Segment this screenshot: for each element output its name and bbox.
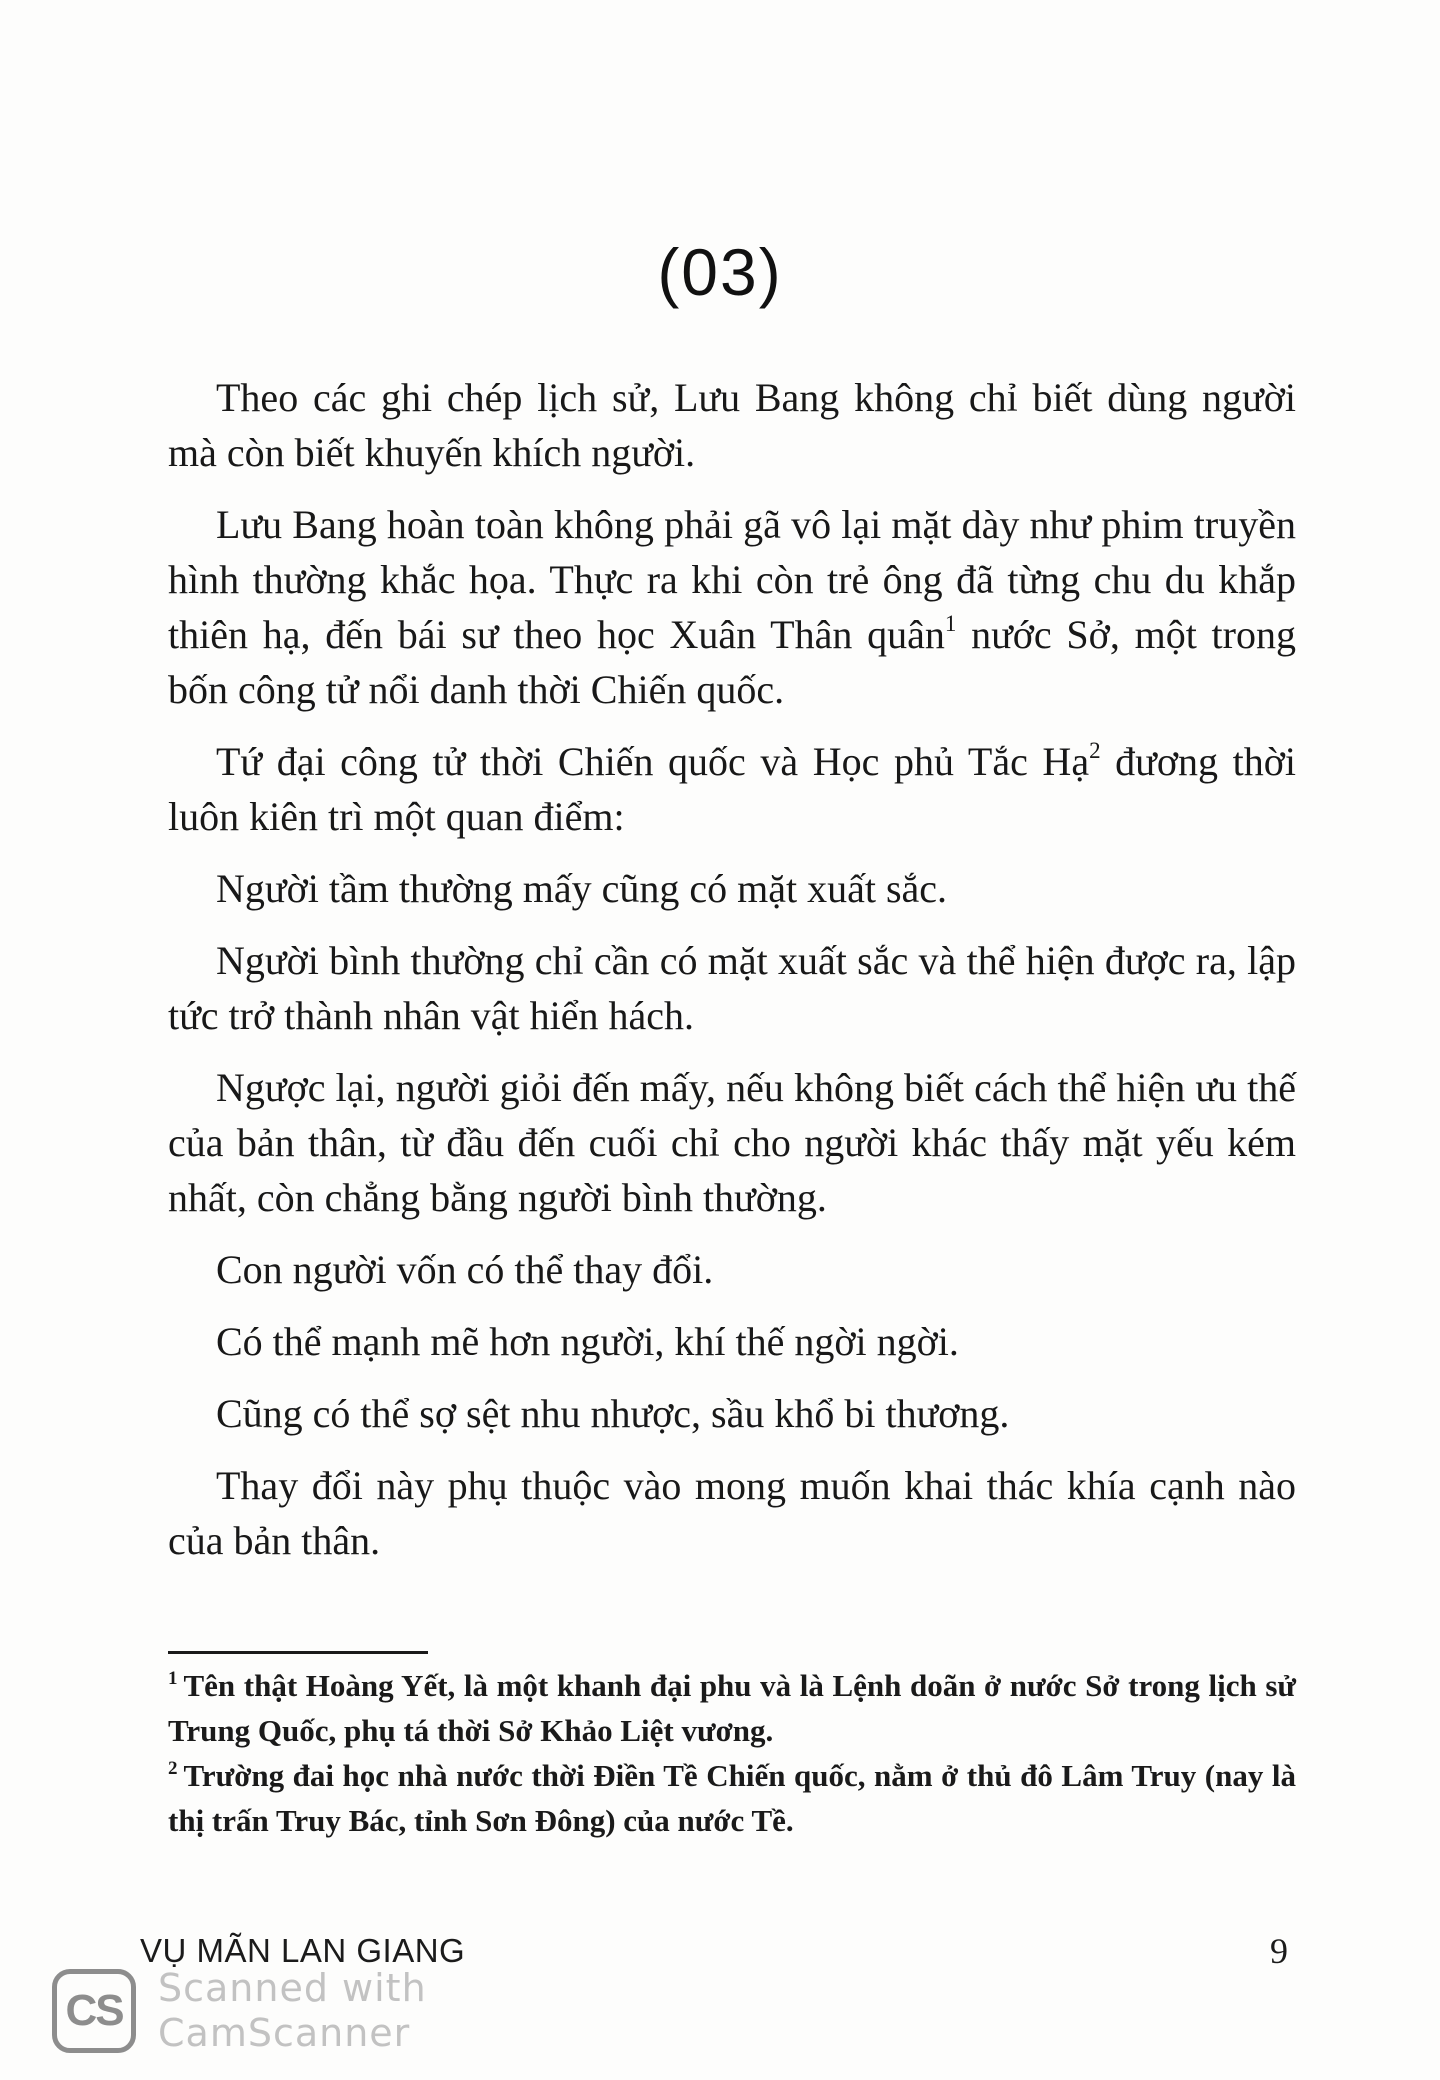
watermark-line-1: Scanned with (158, 1966, 427, 2010)
footnote (168, 1753, 1296, 1843)
paragraph (168, 1386, 1296, 1441)
paragraph (168, 1060, 1296, 1225)
paragraph-text-continued: nước Sở, một trong bốn công tử nổi danh thời Chiến quốc. (168, 612, 1296, 712)
paragraph-text: Cũng có thể sợ sệt nhu nhược, sầu khổ bi thương. (216, 1391, 1010, 1436)
paragraph-text: Có thể mạnh mẽ hơn người, khí thế ngời ngời. (216, 1319, 959, 1364)
paragraph-text: Ngược lại, người giỏi đến mấy, nếu không biết cách thể hiện ưu thế của bản thân, từ đầu đến cuối chỉ cho người khác thấy mặt yếu kém nhất, còn chẳng bằng người bình thường. (168, 1065, 1296, 1220)
paragraph (168, 861, 1296, 916)
paragraph-text: Thay đổi này phụ thuộc vào mong muốn khai thác khía cạnh nào của bản thân. (168, 1463, 1296, 1563)
paragraph (168, 1242, 1296, 1297)
body-text (168, 370, 1296, 1585)
footnote (168, 1663, 1296, 1753)
chapter-title: (03) (657, 235, 783, 309)
paragraph-text: Tứ đại công tử thời Chiến quốc và Học phủ Tắc Hạ (216, 739, 1090, 784)
page-number: 9 (1270, 1931, 1288, 1971)
watermark-line-2: CamScanner (158, 2011, 411, 2055)
paragraph (168, 933, 1296, 1043)
footnote-divider (168, 1651, 428, 1654)
footnotes (168, 1663, 1296, 1843)
footnote-marker: 2 (168, 1758, 178, 1779)
paragraph (168, 1458, 1296, 1568)
paragraph (168, 1314, 1296, 1369)
footnote-marker: 1 (168, 1668, 178, 1689)
paragraph (168, 370, 1296, 480)
footnote-text: Trường đai học nhà nước thời Điền Tề Chiến quốc, nằm ở thủ đô Lâm Truy (nay là thị trấn Truy Bác, tỉnh Sơn Đông) của nước Tề. (168, 1758, 1296, 1838)
camscanner-watermark (52, 1966, 427, 2056)
paragraph (168, 734, 1296, 844)
paragraph-text-continued: đương thời luôn kiên trì một quan điểm: (168, 739, 1296, 839)
watermark-text (158, 1966, 427, 2056)
footnote-ref: 1 (944, 611, 957, 636)
paragraph-text: Theo các ghi chép lịch sử, Lưu Bang không chỉ biết dùng người mà còn biết khuyến khích người. (168, 375, 1296, 475)
paragraph-text: Lưu Bang hoàn toàn không phải gã vô lại mặt dày như phim truyền hình thường khắc họa. Thực ra khi còn trẻ ông đã từng chu du khắp thiên hạ, đến bái sư theo học Xuân Thân quân (168, 502, 1296, 657)
footnote-ref: 2 (1089, 738, 1101, 763)
paragraph-text: Con người vốn có thể thay đổi. (216, 1247, 714, 1292)
paragraph-text: Người bình thường chỉ cần có mặt xuất sắc và thể hiện được ra, lập tức trở thành nhân vật hiển hách. (168, 938, 1296, 1038)
paragraph (168, 497, 1296, 717)
camscanner-logo-icon: CS (52, 1969, 136, 2053)
running-footer-title: VỤ MÃN LAN GIANG (140, 1932, 466, 1969)
footnote-text: Tên thật Hoàng Yết, là một khanh đại phu và là Lệnh doãn ở nước Sở trong lịch sử Trung Quốc, phụ tá thời Sở Khảo Liệt vương. (168, 1668, 1296, 1748)
paragraph-text: Người tầm thường mấy cũng có mặt xuất sắc. (216, 866, 948, 911)
